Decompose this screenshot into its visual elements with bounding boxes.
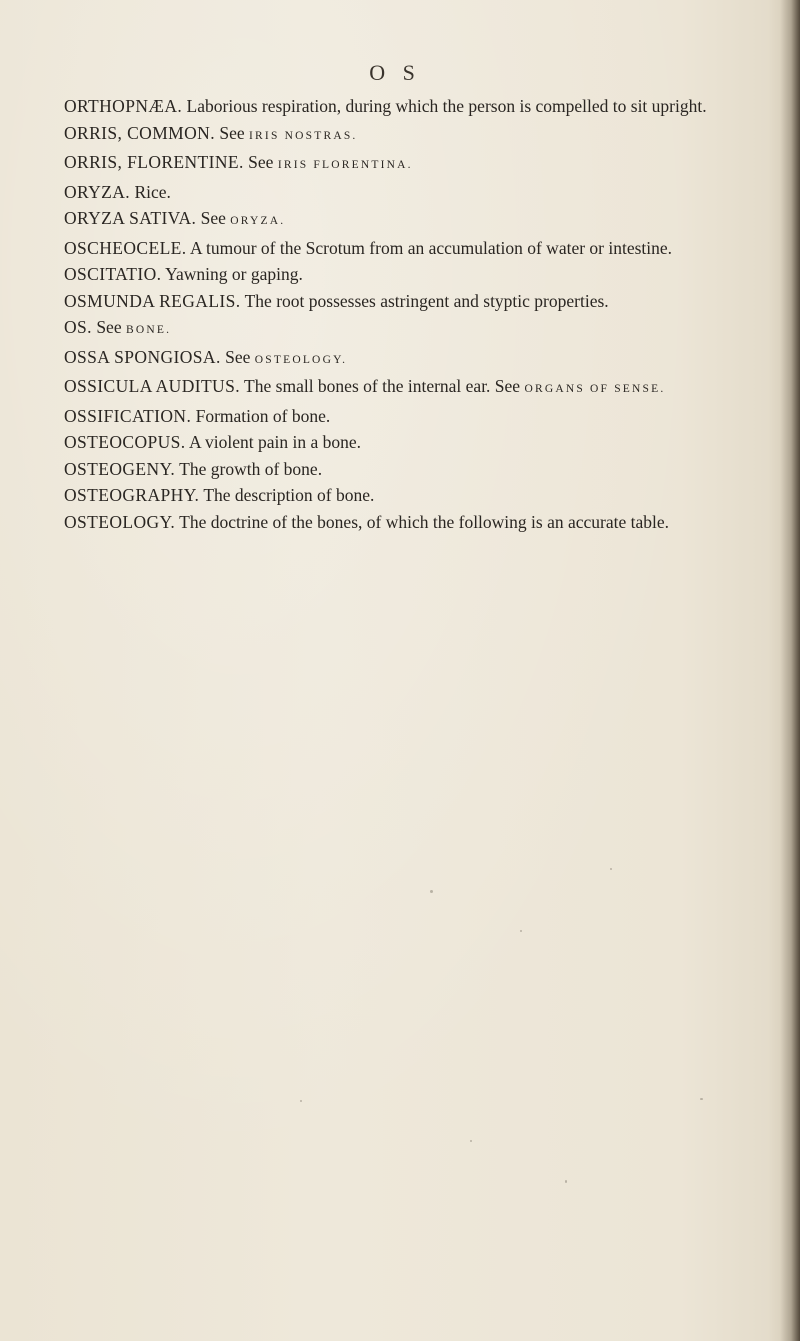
entry [42,120,764,150]
entry-headword: OSTEOCOPUS. [64,432,186,452]
entry [42,288,764,315]
running-head: O S [369,60,421,85]
entry-definition: Rice. [130,181,171,202]
entry [42,344,764,374]
entry-definition: The small bones of the internal ear. See [240,376,525,396]
entry-headword: OS. [64,317,92,337]
entry-headword: OSMUNDA REGALIS. [64,290,241,311]
cross-reference: OSTEOLOGY. [254,353,348,366]
entry [42,149,764,179]
entry [42,235,764,262]
entry-definition: See [214,122,250,143]
entry-definition: The growth of bone. [175,458,323,479]
entry-definition: The doctrine of the bones, of which the following is an accurate table. [175,511,670,532]
entry [42,261,764,288]
entry-definition: Laborious respiration, during which the person is compelled to sit upright. [182,96,707,116]
entry-definition: The description of bone. [199,485,375,505]
entry-definition: See [220,346,255,367]
entry-headword: OSSA SPONGIOSA. [64,346,221,367]
entry [42,373,764,403]
page-edge-shadow [780,0,800,1341]
entry-headword: OSCHEOCELE. [64,237,187,258]
entry-headword: OSSICULA AUDITUS. [64,376,240,396]
entry-definition: Yawning or gaping. [161,264,303,284]
entry [42,429,764,456]
paper-speck [300,1100,302,1102]
cross-reference: IRIS FLORENTINA. [277,159,413,171]
entry [42,509,764,536]
entry-headword: OSSIFICATION. [64,405,192,426]
entry-headword: OSTEOGENY. [64,458,176,479]
entry-definition: Formation of bone. [191,405,331,426]
entry-headword: OSTEOGRAPHY. [64,485,200,505]
entry-headword: ORYZA. [64,181,131,202]
entry [42,456,764,483]
paper-speck [520,930,522,932]
entry-headword: ORRIS, FLORENTINE. [64,152,244,172]
entry-headword: OSTEOLOGY. [64,511,176,532]
entry [42,482,764,509]
entry-definition: See [196,208,231,228]
entry-headword: ORTHOPNÆA. [64,96,183,116]
entry-definition: The root possesses astringent and styptic properties. [240,290,609,311]
entry-headword: OSCITATIO. [64,264,162,284]
cross-reference: BONE. [125,324,172,336]
entry-definition: A tumour of the Scrotum from an accumulation of water or intestine. [186,237,673,258]
entry [42,205,764,235]
entry-headword: ORYZA SATIVA. [64,208,197,228]
entry-headword: ORRIS, COMMON. [64,122,215,143]
paper-speck [565,1180,567,1183]
paper-speck [610,868,612,870]
entry [42,314,764,344]
entry [42,179,764,206]
paper-speck [470,1140,472,1142]
entry [42,93,764,120]
cross-reference: IRIS NOSTRAS. [249,129,358,142]
entry-definition: See [243,152,278,172]
paper-speck [700,1098,703,1100]
entry-definition: A violent pain in a bone. [185,432,362,452]
cross-reference: ORYZA. [230,215,286,227]
entry-definition: See [91,317,126,337]
cross-reference: ORGANS OF SENSE. [524,383,666,395]
dictionary-entries [42,93,764,535]
entry [42,403,764,430]
paper-speck [430,890,433,893]
